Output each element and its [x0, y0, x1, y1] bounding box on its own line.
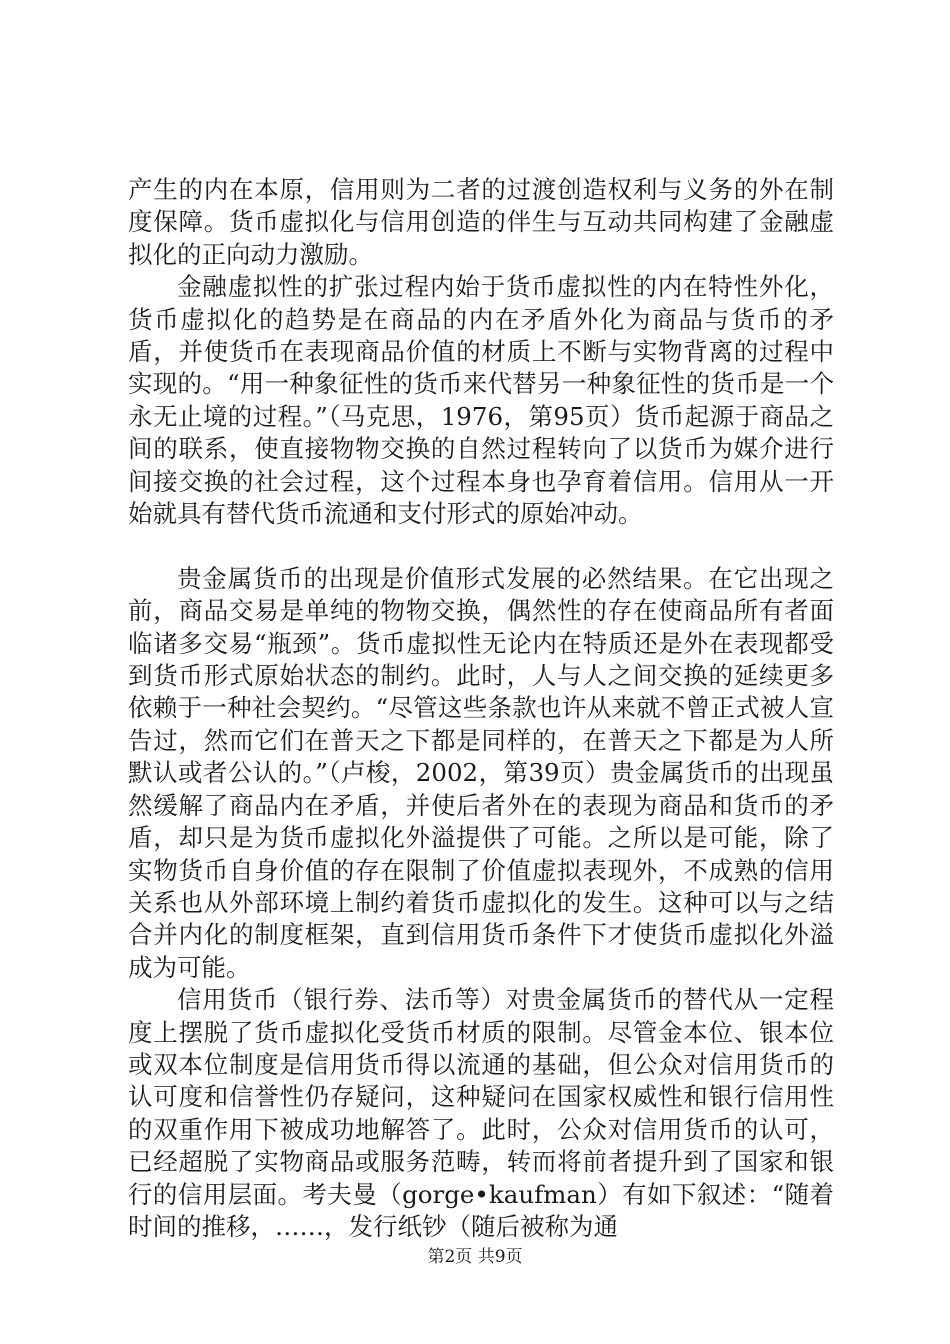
paragraph-precious-metal-money: 贵金属货币的出现是价值形式发展的必然结果。在它出现之前，商品交易是单纯的物物交换，偶然性的存在使商品所有者面临诸多交易“瓶颈”。货币虚拟性无论内在特质还是外在表现都受到货币形式原始状态的制约。此时，人与人之间交换的延续更多依赖于一种社会契约。“尽管这些条款也许从来就不曾正式被人宣告过，然而它们在普天之下都是同样的，在普天之下都是为人所默认或者公认的。”（卢梭，2002，第39页）贵金属货币的出现虽然缓解了商品内在矛盾，并使后者外在的表现为商品和货币的矛盾，却只是为货币虚拟化外溢提供了可能。之所以是可能，除了实物货币自身价值的存在限制了价值虚拟表现外，不成熟的信用关系也从外部环境上制约着货币虚拟化的发生。这种可以与之结合并内化的制度框架，直到信用货币条件下才使货币虚拟化外溢成为可能。: [128, 563, 834, 982]
paragraph-continuation: 产生的内在本原，信用则为二者的过渡创造权利与义务的外在制度保障。货币虚拟化与信用创造的伴生与互动共同构建了金融虚拟化的正向动力激励。: [128, 175, 834, 269]
page-footer: 第2页 共9页: [427, 1247, 523, 1267]
document-body: [128, 174, 834, 1243]
paragraph-financial-virtuality: 金融虚拟性的扩张过程内始于货币虚拟性的内在特性外化，货币虚拟化的趋势是在商品的内在矛盾外化为商品与货币的矛盾，并使货币在表现商品价值的材质上不断与实物背离的过程中实现的。“用一种象征性的货币来代替另一种象征性的货币是一个永无止境的过程。”（马克思，1976，第95页）货币起源于商品之间的联系，使直接物物交换的自然过程转向了以货币为媒介进行间接交换的社会过程，这个过程本身也孕育着信用。信用从一开始就具有替代货币流通和支付形式的原始冲动。: [128, 272, 834, 529]
paragraph-credit-money: 信用货币（银行券、法币等）对贵金属货币的替代从一定程度上摆脱了货币虚拟化受货币材质的限制。尽管金本位、银本位或双本位制度是信用货币得以流通的基础，但公众对信用货币的认可度和信誉性仍存疑问，这种疑问在国家权威性和银行信用性的双重作用下被成功地解答了。此时，公众对信用货币的认可，已经超脱了实物商品或服务范畴，转而将前者提升到了国家和银行的信用层面。考夫曼（gorge•kaufman）有如下叙述：“随着时间的推移，……，发行纸钞（随后被称为通: [128, 985, 834, 1241]
